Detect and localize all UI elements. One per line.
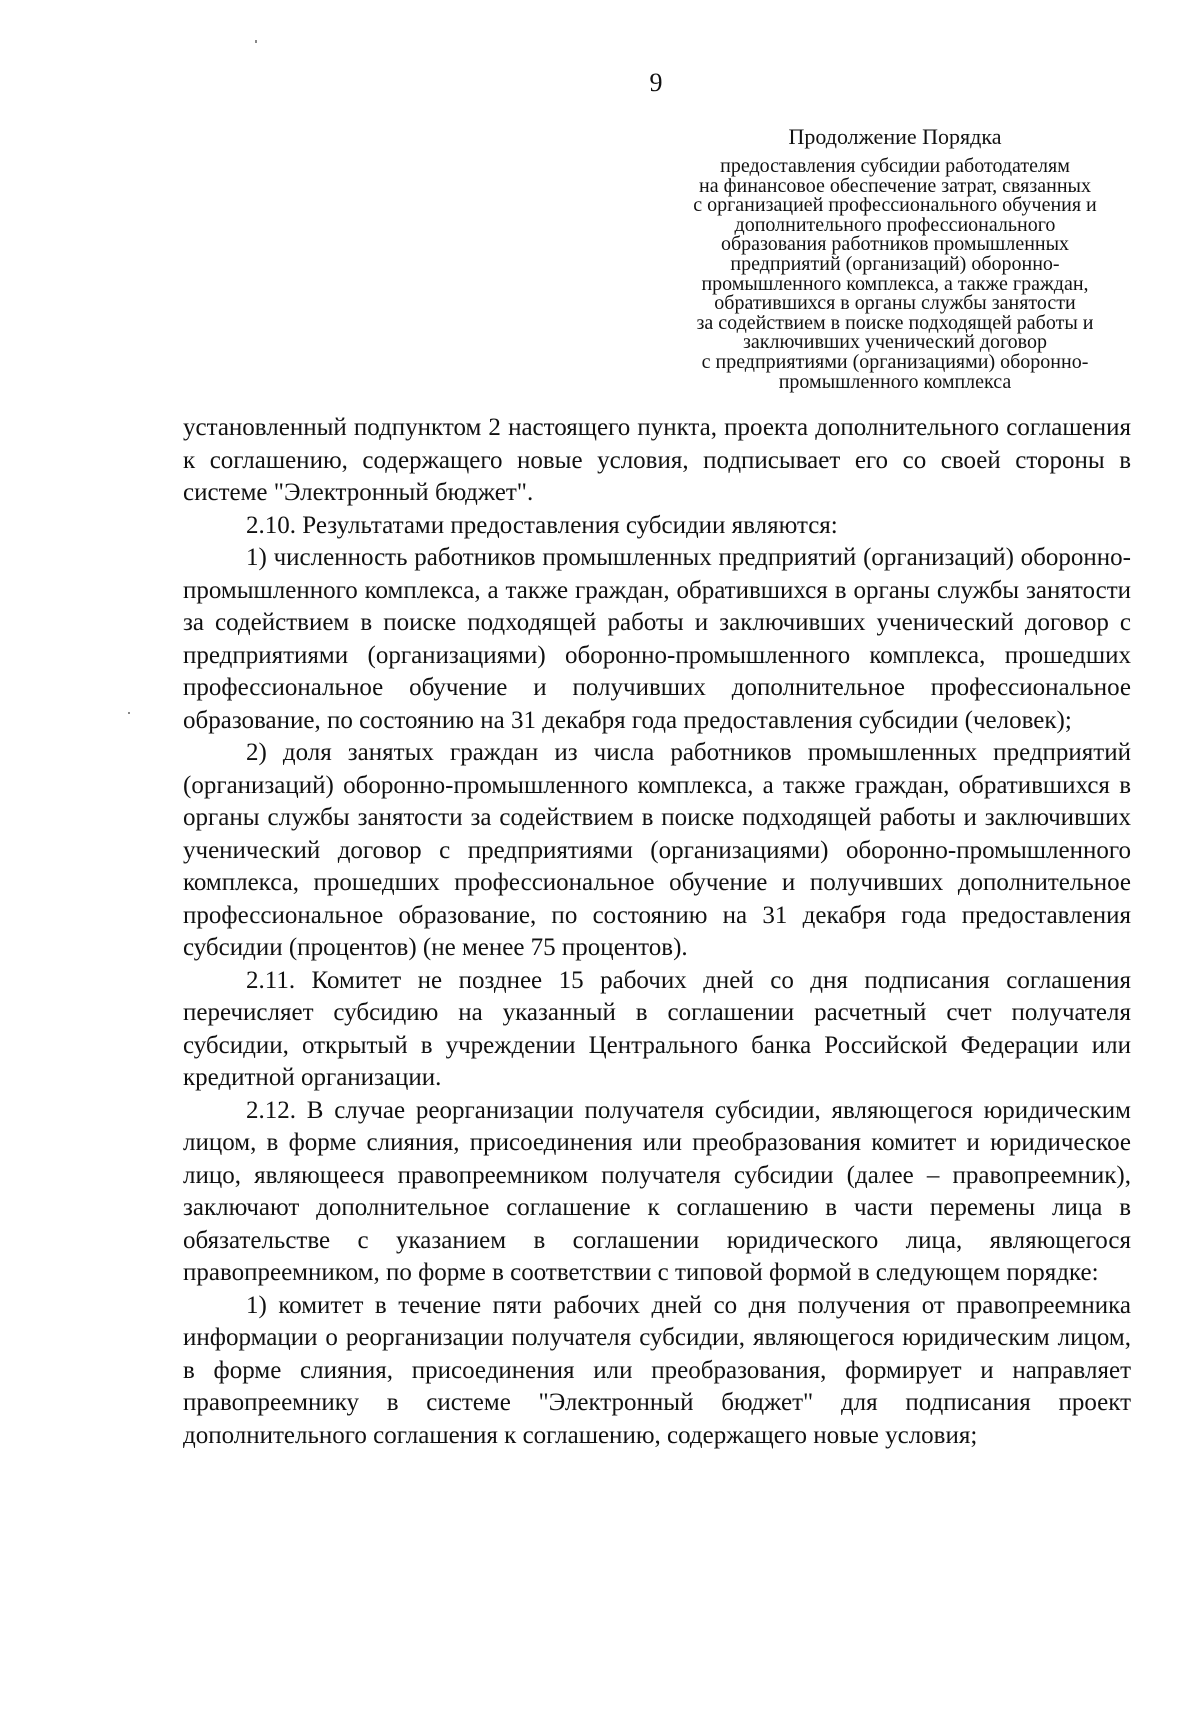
paragraph-2-10-item-2: 2) доля занятых граждан из числа работников промышленных предприятий (организаций) оборонно-промышленного комплекса, а также граждан, обратившихся в органы службы занятости за содействием в поиске подходящей работы и заключивших ученический договор с предприятиями (организациями) оборонно-промышленного комплекса, прошедших профессиональное обучение и получивших дополнительное профессиональное образование, по состоянию на 31 декабря года предоставления субсидии (процентов) (не менее 75 процентов). [183,739,1131,961]
paragraph-2-10: 2.10. Результатами предоставления субсидии являются: [246,511,838,539]
header-line: на финансовое обеспечение затрат, связанных [698,174,1091,197]
page-number: 9 [649,68,663,97]
header-line: предприятий (организаций) оборонно- [730,252,1060,275]
header-line: с предприятиями (организациями) оборонно- [701,350,1089,373]
header-line: заключивших ученический договор [743,331,1047,354]
paragraph-2-12-item-1: 1) комитет в течение пяти рабочих дней со дня получения от правопреемника информации о реорганизации получателя субсидии, являющегося юридическим лицом, в форме слияния, присоединения или преобразования, формирует и направляет правопреемнику в системе "Электронный бюджет" для подписания проект дополнительного соглашения к соглашению, содержащего новые условия; [183,1291,1131,1449]
header-line: промышленного комплекса, а также граждан, [701,272,1089,295]
paragraph-2-12: 2.12. В случае реорганизации получателя субсидии, являющегося юридическим лицом, в форме слияния, присоединения или преобразования комитет и юридическое лицо, являющееся правопреемником получателя субсидии (далее – правопреемник), заключают дополнительное соглашение к соглашению в части перемены лица в обязательстве с указанием в соглашении юридического лица, являющегося правопреемником, по форме в соответствии с типовой формой в следующем порядке: [183,1096,1131,1286]
header-line: образования работников промышленных [720,233,1070,256]
header-title: Продолжение Порядка [788,124,1002,149]
header-line: предоставления субсидии работодателям [720,155,1070,177]
paragraph-2-11: 2.11. Комитет не позднее 15 рабочих дней со дня подписания соглашения перечисляет субсидию на указанный в соглашении расчетный счет получателя субсидии, открытый в учреждении Центрального банка Российской Федерации или кредитной организации. [183,966,1131,1091]
paragraph-2-10-item-1: 1) численность работников промышленных предприятий (организаций) оборонно-промышленного комплекса, а также граждан, обратившихся в органы службы занятости за содействием в поиске подходящей работы и заключивших ученический договор с предприятиями (организациями) оборонно-промышленного комплекса, прошедших профессиональное обучение и получивших дополнительное профессиональное образование, по состоянию на 31 декабря года предоставления субсидии (человек); [183,544,1131,734]
document-header [630,124,1160,392]
document-body [183,412,1131,1452]
header-line: промышленного комплекса [778,370,1012,393]
header-line: дополнительного профессионального [734,213,1056,236]
scan-speck [255,40,257,43]
header-line: с организацией профессионального обучения и [693,194,1097,217]
paragraph-continuation: установленный подпунктом 2 настоящего пункта, проекта дополнительного соглашения к соглашению, содержащего новые условия, подписывает его со своей стороны в системе "Электронный бюджет". [183,414,1131,506]
header-line: обратившихся в органы службы занятости [714,292,1076,315]
scan-speck [128,712,130,714]
header-line: за содействием в поиске подходящей работы и [696,311,1094,334]
